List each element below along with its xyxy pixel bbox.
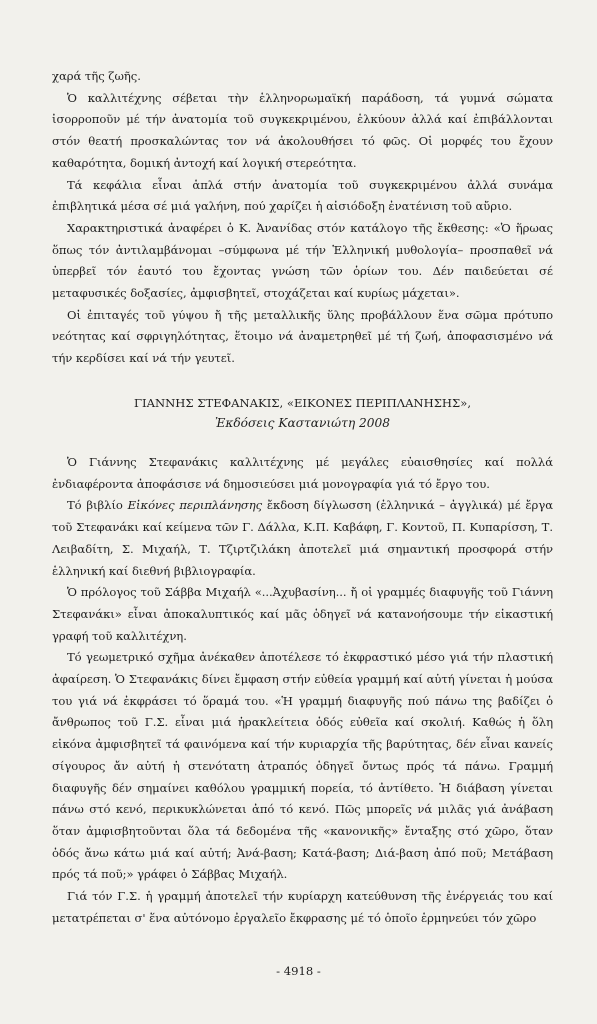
- review-heading: [52, 393, 553, 433]
- paragraph: Τά κεφάλια εἶναι ἁπλά στήν ἀνατομία τοῦ συγκεκριμένου ἀλλά συνάμα ἐπιβλητικά μέσα σέ μιά γαλήνη, πού χαρίζει ἡ αἰσιόδοξη ἐνατένιση τοῦ αὔριο.: [52, 177, 553, 214]
- paragraph: [52, 495, 553, 582]
- paragraph: Ὁ καλλιτέχνης σέβεται τὴν ἑλληνορωμαϊκή παράδοση, τά γυμνά σώματα ἰσορροποῦν μέ τήν ἀνατομία τοῦ συγκεκριμένου, ἑλκύουν ἀλλά καί ἐπιβάλλονται στόν θεατή προσκαλώντας τον νά ἀκολουθήσει τό φῶς. Οἱ μορφές του ἔχουν καθαρότητα, δομική ἀντοχή καί λογική στερεότητα.: [52, 90, 553, 170]
- paragraph: Τό γεωμετρικό σχῆμα ἀνέκαθεν ἀποτέλεσε τό ἐκφραστικό μέσο γιά τήν πλαστική ἀφαίρεση. Ὁ Στεφανάκις δίνει ἔμφαση στήν εὐθεία γραμμή καί αὐτή γίνεται ἡ μούσα του γιά νά ἐκφράσει τό ὅραμά του. «Ἡ γραμμή διαφυγῆς πού πάνω της βαδίζει ὁ ἄνθρωπος τοῦ Γ.Σ. εἶναι μιά ἡρακλείτεια ὁδός εὐθεῖα καί σκολιή. Καθώς ἡ ὅλη εἰκόνα ἀμφισβητεῖ τά φαινόμενα καί τήν κυριαρχία τῆς βαρύτητας, δέν εἶναι κανείς σίγουρος ἄν αὐτή ἡ στενότατη ἀτραπός ὁδηγεῖ ὄντως πρός τά πάνω. Γραμμή διαφυγῆς δέν σημαίνει καθόλου γραμμική πορεία, τό ἀντίθετο. Ἡ διάβαση γίνεται πάνω στό κενό, περικυκλώνεται ἀπό τό κενό. Πῶς μπορεῖς νά μιλᾶς γιά ἀνάβαση ὅταν ἀμφισβητοῦνται ὅλα τά δεδομένα τῆς «κανονικῆς» ἔνταξης στό χῶρο, ὅταν ὁδός ἄνω κάτω μιά καί αὐτή; Ἀνά-βαση; Κατά-βαση; Διά-βαση ἀπό ποῦ; Μετάβαση πρός τά ποῦ;» γράφει ὁ Σάββας Μιχαήλ.: [52, 650, 553, 882]
- text-run: ἔκδοση δίγλωσση (ἑλληνικά – ἀγγλικά) μέ ἔργα τοῦ Στεφανάκι καί κείμενα τῶν Γ. Δάλλα, Κ.Π. Καβάφη, Γ. Κοντοῦ, Π. Κυπαρίσση, Τ. Λειβαδίτη, Σ. Μιχαήλ, Τ. Τζιρτζιλάκη ἀποτελεῖ μιά σημαντική προσφορά στήν ἑλληνική καί διεθνή βιβλιογραφία.: [52, 498, 553, 578]
- body-section-top: [52, 66, 553, 370]
- review-title: ΓΙΑΝΝΗΣ ΣΤΕΦΑΝΑΚΙΣ, «ΕΙΚΟΝΕΣ ΠΕΡΙΠΛΑΝΗΣΗΣ»,: [133, 396, 472, 410]
- paragraph: χαρά τῆς ζωῆς.: [52, 69, 141, 83]
- page-number: - 4918 -: [276, 964, 321, 978]
- paragraph: Ὁ Γιάννης Στεφανάκις καλλιτέχνης μέ μεγάλες εὐαισθησίες καί πολλά ἐνδιαφέροντα ἀποφάσισε νά δημοσιεύσει μιά μονογραφία γιά τό ἔργο του.: [52, 455, 553, 491]
- paragraph: Ὁ πρόλογος τοῦ Σάββα Μιχαήλ «...Ἀχυβασίνη... ἤ οἱ γραμμές διαφυγῆς τοῦ Γιάννη Στεφανάκι» εἶναι ἀποκαλυπτικός καί μᾶς ὁδηγεῖ νά κατανοήσουμε τήν εἰκαστική γραφή τοῦ καλλιτέχνη.: [52, 585, 553, 643]
- paragraph: Οἱ ἐπιταγές τοῦ γύψου ἤ τῆς μεταλλικῆς ὕλης προβάλλουν ἕνα σῶμα πρότυπο νεότητας καί σφριγηλότητας, ἕτοιμο νά ἀναμετρηθεῖ μέ τή ζωή, ἀποφασισμένο νά τήν κερδίσει καί νά τήν γευτεῖ.: [52, 307, 553, 366]
- body-section-review: [52, 452, 553, 929]
- book-title: Εἰκόνες περιπλάνησης: [127, 498, 263, 513]
- text-run: Τό βιβλίο: [67, 498, 128, 513]
- paragraph: Γιά τόν Γ.Σ. ἡ γραμμή ἀποτελεῖ τήν κυρίαρχη κατεύθυνση τῆς ἐνέργειάς του καί μετατρέπεται σ' ἕνα αὐτόνομο ἐργαλεῖο ἔκφρασης μέ τό ὁποῖο ἑρμηνεύει τόν χῶρο: [52, 889, 553, 925]
- paragraph: Χαρακτηριστικά ἀναφέρει ὁ Κ. Ἀνανίδας στόν κατάλογο τῆς ἔκθεσης: «Ὁ ἥρωας ὅπως τόν ἀντιλαμβάνομαι –σύμφωνα μέ τήν Ἑλληνική μυθολογία– προσπαθεῖ νά ὑπερβεῖ τόν ἑαυτό του ἔχοντας γνώση τῶν ὁρίων του. Δέν παιδεύεται σέ μεταφυσικές δοξασίες, ἀμφισβητεῖ, στοχάζεται καί κυρίως μάχεται».: [52, 220, 553, 301]
- review-publisher: Ἐκδόσεις Καστανιώτη 2008: [214, 416, 391, 430]
